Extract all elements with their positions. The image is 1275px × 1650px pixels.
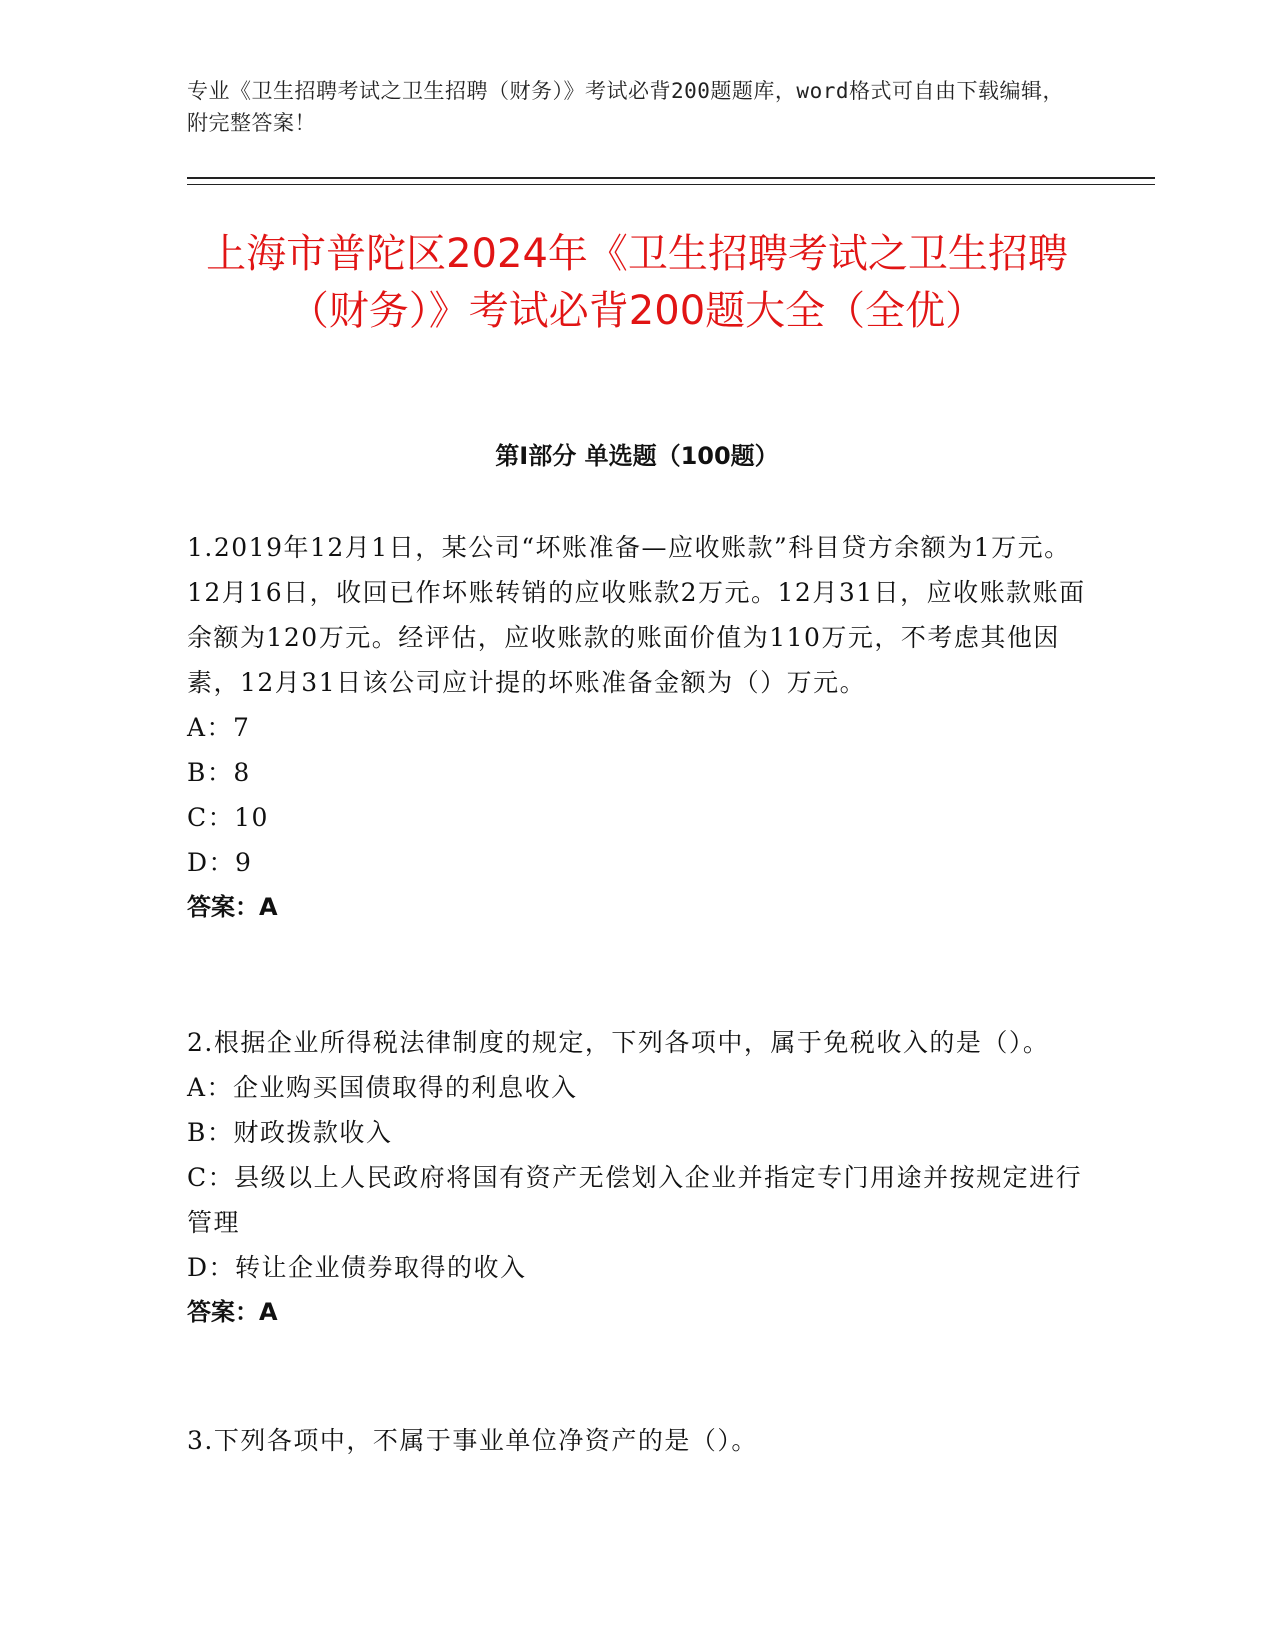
header-divider-thin <box>187 184 1155 185</box>
option-d: D：转让企业债券取得的收入 <box>187 1253 527 1282</box>
header-note: 专业《卫生招聘考试之卫生招聘（财务）》考试必背200题题库，word格式可自由下载编辑，附完整答案！ <box>187 79 1064 135</box>
option-a: A：企业购买国债取得的利息收入 <box>187 1073 578 1102</box>
answer: 答案：A <box>187 893 278 921</box>
question-2 <box>187 1020 1087 1335</box>
question-stem: 3.下列各项中，不属于事业单位净资产的是（）。 <box>187 1426 758 1455</box>
option-c: C：10 <box>187 803 269 832</box>
document-title: 上海市普陀区2024年《卫生招聘考试之卫生招聘（财务）》考试必背200题大全（全优） <box>206 231 1068 334</box>
answer: 答案：A <box>187 1298 278 1326</box>
question-stem: 2.根据企业所得税法律制度的规定，下列各项中，属于免税收入的是（）。 <box>187 1028 1050 1057</box>
header-divider-thick <box>187 177 1155 179</box>
question-stem: 1.2019年12月1日，某公司“坏账准备—应收账款”科目贷方余额为1万元。12月16日，收回已作坏账转销的应收账款2万元。12月31日，应收账款账面余额为120万元。经评估，应收账款的账面价值为110万元，不考虑其他因素，12月31日该公司应计提的坏账准备金额为（）万元。 <box>187 533 1086 697</box>
option-b: B：财政拨款收入 <box>187 1118 393 1147</box>
section-title: 第I部分 单选题（100题） <box>495 442 779 470</box>
question-1 <box>187 525 1087 930</box>
option-b: B：8 <box>187 758 251 787</box>
option-c: C：县级以上人民政府将国有资产无偿划入企业并指定专门用途并按规定进行管理 <box>187 1163 1083 1237</box>
option-d: D：9 <box>187 848 253 877</box>
option-a: A：7 <box>187 713 251 742</box>
question-3 <box>187 1418 1087 1463</box>
